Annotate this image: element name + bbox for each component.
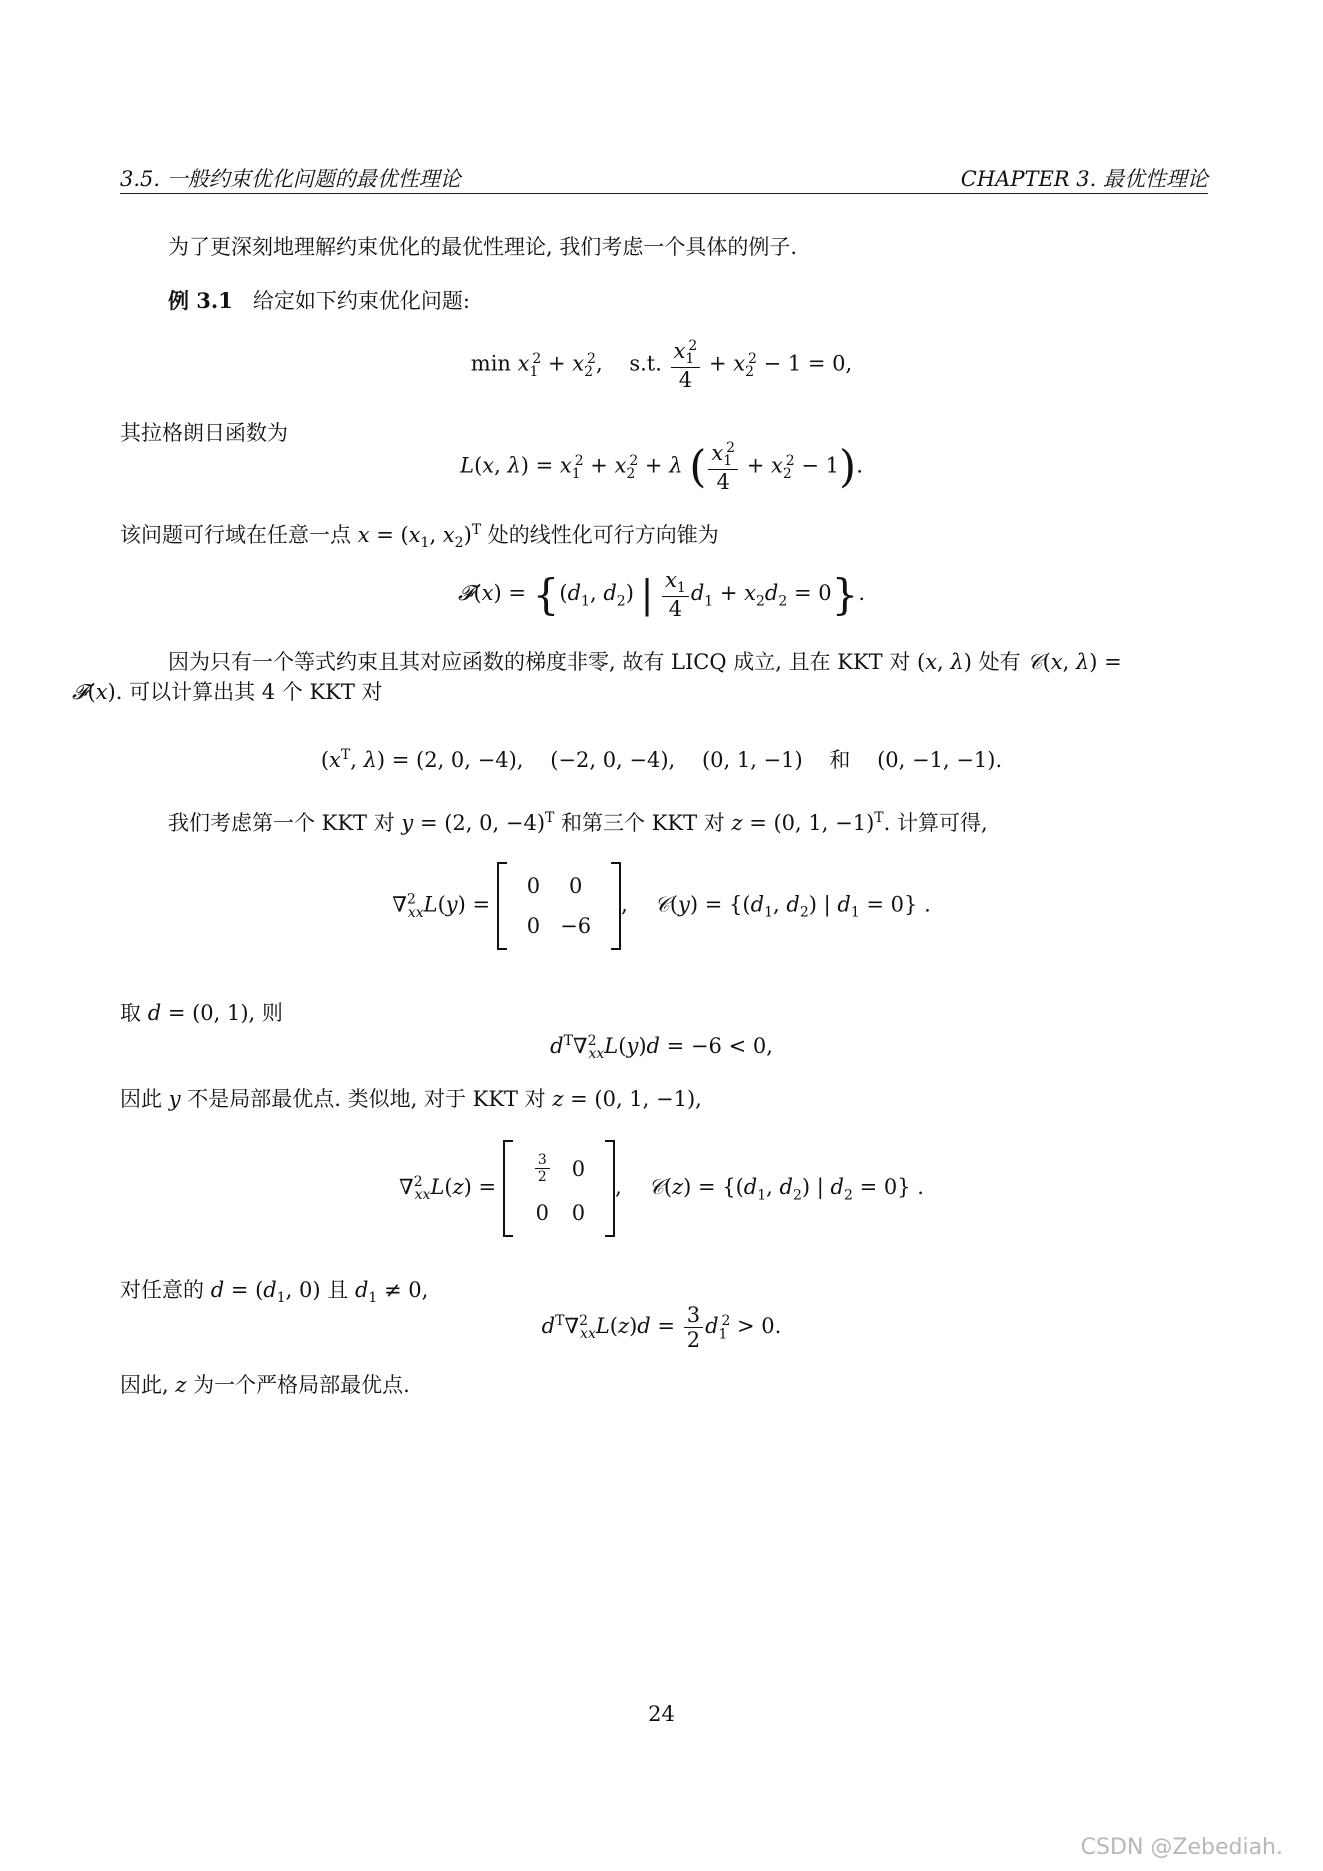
example-label: 例 3.1: [168, 288, 233, 313]
kkt-pair-3: (0, 1, −1): [701, 748, 803, 772]
consider-paragraph: 我们考虑第一个 KKT 对 y = (2, 0, −4)$^T$ 和第三个 KKT 对 z = (0, 1, −1)$^T$. 计算可得,: [168, 810, 988, 835]
matrix-y: 0 0 0 −6: [497, 862, 621, 950]
watermark: CSDN @Zebediah.: [1080, 1835, 1283, 1860]
kkt-pair-1: (2, 0, −4),: [416, 748, 524, 772]
kkt-pair-4: (0, −1, −1).: [877, 748, 1003, 772]
running-header-chapter: CHAPTER 3. 最优性理论: [960, 167, 1208, 191]
example-text: 给定如下约束优化问题:: [252, 289, 470, 313]
header-rule: [120, 193, 1208, 194]
kkt-and: 和: [829, 748, 851, 772]
running-header-section: 3.5. 一般约束优化问题的最优性理论: [120, 167, 461, 191]
any-d-text: 对任意的 $d = (d_1$, 0) 且 $d_1 \ne 0$,: [120, 1278, 429, 1307]
conclusion-text: 因此, z 为一个严格局部最优点.: [120, 1373, 410, 1397]
equation-hessian-y: ∇$^2_{xx}$L(y) = 0 0 0 −6 , 𝒞(y) = {($d_1$, $d_2$) | $d_1 = 0$} .: [0, 862, 1323, 950]
equation-curvature-z: $d^T\nabla^2_{xx}L(z)d$ = $\frac{3}{2}$ $d_1^2 > 0$.: [541, 1303, 782, 1353]
kkt-pair-2: (−2, 0, −4),: [550, 748, 676, 772]
licq-paragraph: 因为只有一个等式约束且其对应函数的梯度非零, 故有 LICQ 成立, 且在 KKT 对 (x, λ) 处有 𝒞(x, λ) = 𝓕(x). 可以计算出其 4 个 KKT 对: [72, 650, 1122, 705]
intro-paragraph: 为了更深刻地理解约束优化的最优性理论, 我们考虑一个具体的例子.: [168, 235, 798, 259]
take-d-text: 取 d = (0, 1), 则: [120, 1001, 283, 1025]
equation-linearized-cone: 𝓕(x) = {($d_1$, $d_2$) | $\frac{x_1}{4}$ $d_1 + x_2d_2 = 0$}.: [457, 568, 866, 622]
matrix-z: $\frac{3}{2}$ 0 0 0: [503, 1140, 615, 1237]
page-number: 24: [648, 1702, 675, 1726]
equation-kkt-pairs: ($x^T$, λ) = (2, 0, −4), (−2, 0, −4), (0, 1, −1) 和 (0, −1, −1).: [320, 747, 1003, 772]
equation-optimization-problem: $\min x_1^2 + x_2^2$, s.t. $\frac{x_1^2}{4}$ + $x_2^2 - 1 = 0$,: [470, 338, 853, 393]
equation-lagrangian: L(x, $\lambda) = x_1^2 + x_2^2 + \lambda$ ( $\frac{x_1^2}{4}$ + $x_2^2 - 1$).: [460, 440, 863, 495]
thus-y-text: 因此 y 不是局部最优点. 类似地, 对于 KKT 对 z = (0, 1, −1),: [120, 1087, 702, 1111]
cone-intro: 该问题可行域在任意一点 $x = (x_1$, $x_2)^T$ 处的线性化可行方向锥为: [120, 522, 719, 552]
equation-hessian-z: ∇$^2_{xx}$L(z) = $\frac{3}{2}$ 0 0 0 , 𝒞(z) = {($d_1$, $d_2$) | $d_2 = 0$} .: [0, 1140, 1323, 1237]
example-heading: [168, 286, 1208, 316]
equation-curvature-y: $d^T\nabla^2_{xx}L(y)d = -6 < 0$,: [550, 1033, 773, 1063]
lagrangian-intro: 其拉格朗日函数为: [120, 421, 288, 445]
